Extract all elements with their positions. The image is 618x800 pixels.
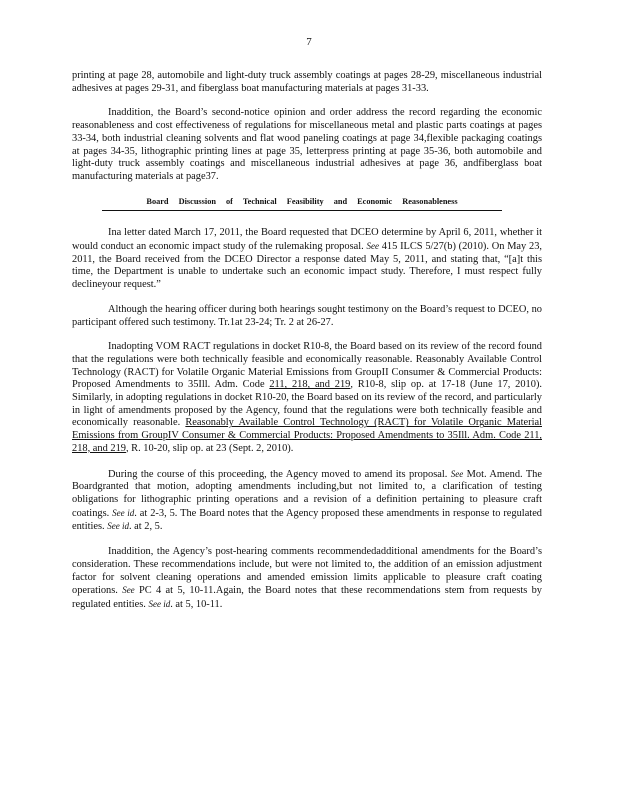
paragraph-6-text-c: . at 2-3, 5. The Board notes that the Agency proposed these amendments in response to regulated entities. [72, 507, 542, 533]
paragraph-7-text-b: PC 4 at 5, 10-11.Again, the Board notes that these recommendations stem from requests by regulated entities. [72, 585, 542, 610]
citation-signal: See id [112, 507, 135, 518]
paragraph-6-text-a: During the course of this proceeding, the Agency moved to amend its proposal. [108, 468, 451, 480]
paragraph-3-text-a: Ina letter dated March 17, 2011, the Board requested that DCEO determine by April 6, 2011, whether it would conduct an economic impact study of the rulemaking proposal. [72, 227, 542, 253]
paragraph-3-text-b: 415 ILCS 5/27(b) (2010). On May 23, 2011, the Board received from the DCEO Director a response dated May 5, 2011, and stating that, “[a]t this time, the Department is unable to undertake such an economic impact study. Therefore, I must respect fully declineyour request.” [72, 241, 542, 291]
citation-signal: See [122, 585, 135, 596]
paragraph-5-text-a: Inadopting VOM RACT regulations in docket R10-8, the Board based on its review of the record found that the regulations were both technically feasible and economically reasonable. Reasonably Available Control Technology (RACT) for Volatile Organic Material Emissions from GroupII Consumer & Commercial Products: Proposed Amendments to 35Ill. Adm. Code [72, 341, 542, 391]
paragraph-2: Inaddition, the Board’s second-notice opinion and order address the record regarding the economic reasonableness and cost effectiveness of regulations for miscellaneous metal and plastic parts coatings at pages 33-34, both industrial cleaning solvents and flat wood paneling coatings at page 34,flexible packaging coatings at pages 34-35, lithographic printing lines at page 35, letterpress printing at page 35-36, both automobile and light-duty truck assembly coatings and miscellaneous industrial adhesives at page 36, andfiberglass boat manufacturing materials at page37. [72, 107, 542, 182]
paragraph-5 [72, 341, 542, 455]
paragraph-6-text-b: Mot. Amend. The Boardgranted that motion, adopting amendments including,but not limited to, a clarification of testing obligations for lithographic printing operations and a revision of a definition pertaining to pleasure craft coatings. [72, 468, 542, 519]
citation-signal: See id [148, 598, 171, 609]
page-body [72, 70, 542, 624]
citation-signal: See [366, 241, 379, 252]
paragraph-6-text-d: . at 2, 5. [128, 521, 163, 533]
paragraph-7-text-c: . at 5, 10-11. [170, 598, 223, 610]
paragraph-4: Although the hearing officer during both hearings sought testimony on the Board’s request to DCEO, no participant offered such testimony. Tr.1at 23-24; Tr. 2 at 26-27. [72, 303, 542, 328]
paragraph-3 [72, 227, 542, 292]
paragraph-7-text-a: Inaddition, the Agency’s post-hearing comments recommendedadditional amendments for the Board’s consideration. These recommendations include, but were not limited to, the addition of an emission adjustment factor for solvent cleaning operations and amended emission limits applicable to pleasure craft coating operations. [72, 546, 542, 597]
paragraph-5-text-c: , R. 10-20, slip op. at 23 (Sept. 2, 2010). [125, 442, 294, 454]
paragraph-1: printing at page 28, automobile and light-duty truck assembly coatings at pages 28-29, miscellaneous industrial adhesives at pages 29-31, and fiberglass boat manufacturing materials at pages 31-33. [72, 70, 542, 94]
section-heading: Board Discussion of Technical Feasibility and Economic Reasonableness [102, 196, 502, 212]
citation-signal: See id [107, 521, 129, 532]
case-citation-r10-8: 211, 218, and 219 [269, 379, 351, 391]
paragraph-7 [72, 546, 542, 612]
page-number: 7 [306, 36, 312, 48]
citation-signal: See [450, 468, 464, 479]
paragraph-6 [72, 468, 542, 535]
case-title-r10-20: Reasonably Available Control Technology (RACT) for Volatile Organic Material Emissions from GroupIV Consumer & Commercial Products: Proposed Amendments to 35Ill. Adm. Code 211, 218, and 219 [72, 417, 542, 454]
paragraph-5-text-b: , R10-8, slip op. at 17-18 (June 17, 2010). Similarly, in adopting regulations in docket R10-20, the Board based on its review of the record, and particularly in light of amendments proposed by the Agency, found that the regulations were both technically feasible and economically reasonable. [72, 379, 542, 429]
